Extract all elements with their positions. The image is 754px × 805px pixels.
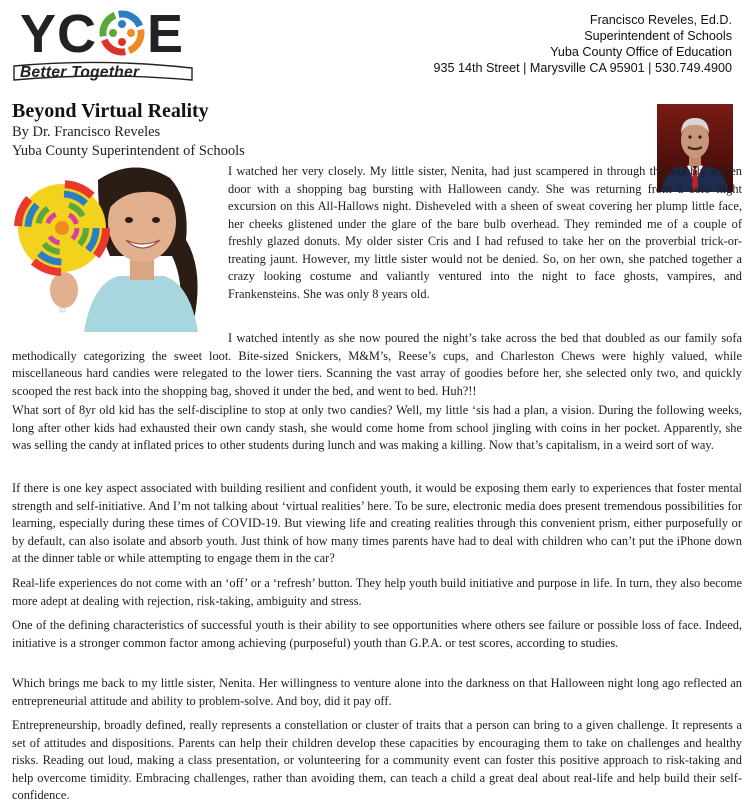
letterhead <box>0 0 754 90</box>
article-paragraph-3: What sort of 8yr old kid has the self-discipline to stop at only two candies? Well, my little ‘sis had a plan, a vision. During the following weeks, long after other kids had exhausted their own candy stash, she would come home from school jingling with coins in her pocket. Apparently, she was selling the candy at inflated prices to other students during lunch and was making a killing. Now that’s capitalism, in a weird sort of way. <box>12 403 742 452</box>
article-paragraph-6: One of the defining characteristics of successful youth is their ability to see opportunities where others see failure or possible loss of face. Indeed, initiative is a stronger common factor among achieving (purposeful) youth than G.P.A. or test scores, according to studies. <box>12 618 742 650</box>
logo-tagline: Better Together <box>20 64 140 81</box>
yccoe-logo <box>8 4 208 86</box>
article-paragraph-8: Entrepreneurship, broadly defined, really represents a constellation or cluster of traits that a person can bring to a given challenge. It represents a set of attitudes and dispositions. Parents can help their children develop these capacities by encouraging them to take on challenges and healthy risks. Reading out loud, making a class presentation, or volunteering for a community event can foster this positive approach to risk-taking and help overcome timidity. Embracing challenges, rather than avoiding them, can teach a child a great deal about real-life and help build their self-confidence. <box>12 718 742 802</box>
article-title: Beyond Virtual Reality <box>12 100 209 122</box>
girl-with-lollipop-photo <box>14 160 214 332</box>
logo-letters-left: YC <box>20 4 98 64</box>
byline-author: By Dr. Francisco Reveles <box>12 124 161 140</box>
yccoe-logo-ring-icon <box>99 10 145 56</box>
contact-address: 935 14th Street | Marysville CA 95901 | 530.749.4900 <box>433 61 732 75</box>
contact-name: Francisco Reveles, Ed.D. <box>589 13 732 27</box>
article-paragraph-1: I watched her very closely. My little sister, Nenita, had just scampered in through the wobbly screen door with a shopping bag bursting with Halloween candy. She was returning from a solo night excursion on this All-Hallows night. Disheveled with a sheen of sweat covering her plump little face, her cheeks glistened under the glare of the bare bulb overhead. They reminded me of a couple of freshly glazed donuts. My older sister Cris and I had refused to take her on the proverbial trick-or-treating jaunt. However, my little sister would not be denied. So, on her own, she patched together a crazy looking costume and valiantly ventured into the night to face ghosts, vampires, and Frankensteins. She was only 8 years old. <box>228 164 742 301</box>
byline <box>12 123 245 161</box>
letterhead-contact <box>434 12 733 76</box>
article-paragraph-2: I watched intently as she now poured the night’s take across the bed that doubled as our family sofa methodically categorizing the sweet loot. Bite-sized Snickers, M&M’s, Reese’s cups, and Charleston Chews were highly valued, while miscellaneous hard candies were relegated to the lower tiers. Scanning the vast array of goodies before her, she selected only two, and quickly scooped the rest back into the shopping bag, shoved it under the bed, and went to bed. Huh?!! <box>12 331 742 398</box>
article-paragraph-7: Which brings me back to my little sister, Nenita. Her willingness to venture alone into the darkness on that Halloween night long ago reflected an entrepreneurial attitude and ability to problem-solve. And boy, did it pay off. <box>12 676 742 708</box>
logo-wordmark <box>20 4 184 64</box>
contact-title: Superintendent of Schools <box>584 29 732 43</box>
logo-letter-right: E <box>147 4 185 64</box>
contact-org: Yuba County Office of Education <box>550 45 732 59</box>
article-paragraph-5: Real-life experiences do not come with an ‘off’ or a ‘refresh’ button. They help youth build initiative and purpose in life. In turn, they also become more adept at dealing with rejection, risk-taking, ambiguity and stress. <box>12 576 742 608</box>
article-paragraph-4: If there is one key aspect associated with building resilient and confident youth, it would be exposing them early to experiences that foster mental strength and self-initiative. And I’m not talking about ‘virtual realities’ here. To be sure, electronic media does present tremendous possibilities for learning, especially during these times of COVID-19. But viewing life and creating realities through this convenient prism, either purposefully or by default, can also isolate and absorb youth. Just think of how many times parents have had to deal with children who can’t put the iPhone down at the dinner table or while attempting to engage them in the car? <box>12 481 742 565</box>
byline-role: Yuba County Superintendent of Schools <box>12 143 245 159</box>
